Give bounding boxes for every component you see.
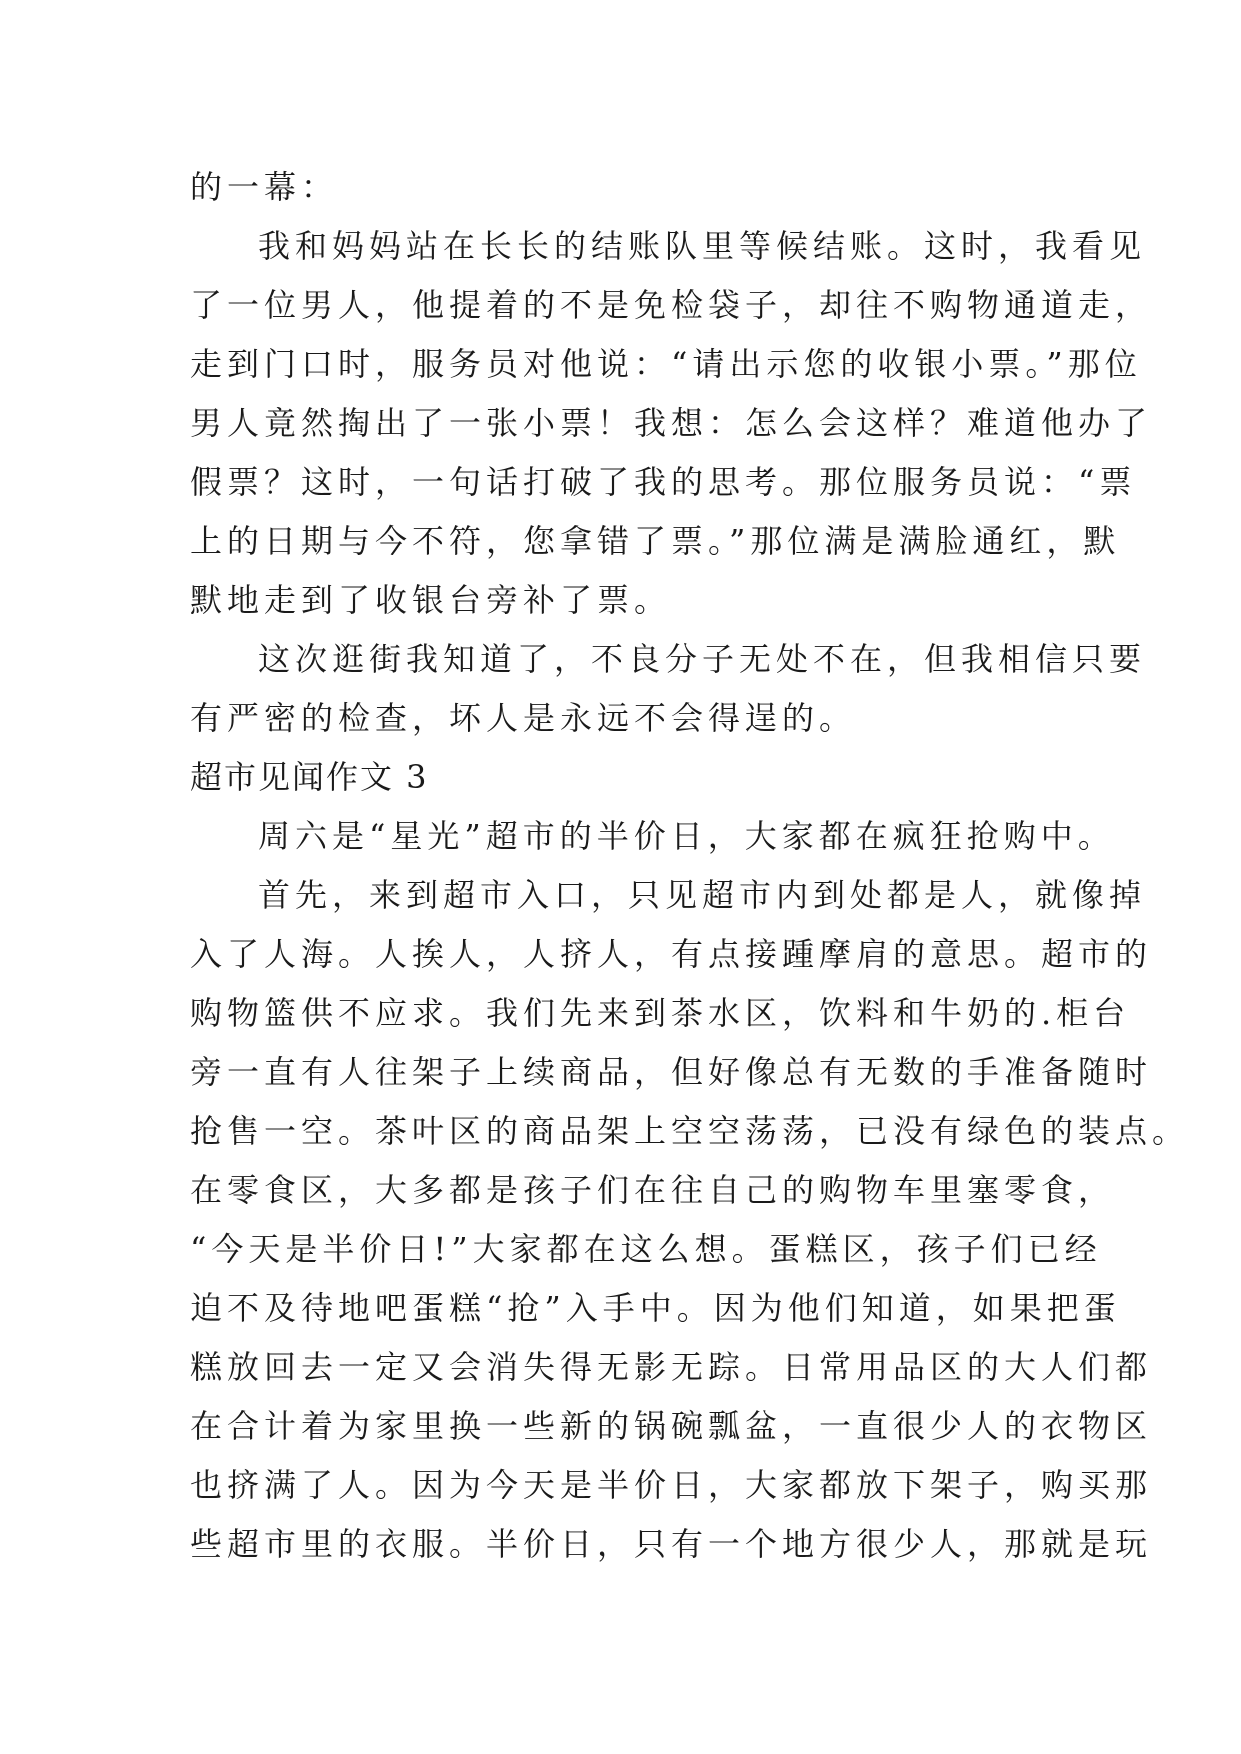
text-line: 周六是“星光”超市的半价日，大家都在疯狂抢购中。: [258, 817, 1115, 855]
text-line: 的一幕：: [190, 168, 339, 206]
section-heading: 超市见闻作文 3: [190, 758, 429, 796]
text-line: 入了人海。人挨人，人挤人，有点接踵摩肩的意思。超市的: [190, 935, 1153, 973]
text-line: 上的日期与今不符，您拿错了票。”那位满是满脸通红，默: [190, 522, 1121, 560]
text-line: 也挤满了人。因为今天是半价日，大家都放下架子，购买那: [190, 1466, 1153, 1504]
text-line: 走到门口时，服务员对他说：“请出示您的收银小票。”那位: [190, 345, 1142, 383]
text-line: 旁一直有人往架子上续商品，但好像总有无数的手准备随时: [190, 1053, 1153, 1091]
text-line: 了一位男人，他提着的不是免检袋子，却往不购物通道走，: [190, 286, 1153, 324]
text-line: 在零食区，大多都是孩子们在往自己的购物车里塞零食，: [190, 1171, 1116, 1209]
text-line: 迫不及待地吧蛋糕“抢”入手中。因为他们知道，如果把蛋: [190, 1289, 1121, 1327]
text-line: 购物篮供不应求。我们先来到茶水区，饮料和牛奶的.柜台: [190, 994, 1131, 1032]
text-line: 男人竟然掏出了一张小票！我想：怎么会这样？难道他办了: [190, 404, 1153, 442]
text-line: 这次逛街我知道了，不良分子无处不在，但我相信只要: [258, 640, 1147, 678]
text-line: 有严密的检查，坏人是永远不会得逞的。: [190, 699, 857, 737]
text-line: “今天是半价日!”大家都在这么想。蛋糕区，孩子们已经: [190, 1230, 1102, 1268]
text-line: 我和妈妈站在长长的结账队里等候结账。这时，我看见: [258, 227, 1147, 265]
text-line: 些超市里的衣服。半价日，只有一个地方很少人，那就是玩: [190, 1525, 1153, 1563]
text-line: 假票？这时，一句话打破了我的思考。那位服务员说：“票: [190, 463, 1137, 501]
document-body: [190, 158, 1190, 1574]
text-line: 首先，来到超市入口，只见超市内到处都是人，就像掉: [258, 876, 1147, 914]
text-line: 抢售一空。茶叶区的商品架上空空荡荡，已没有绿色的装点。: [190, 1112, 1190, 1150]
text-line: 默地走到了收银台旁补了票。: [190, 581, 672, 619]
text-line: 在合计着为家里换一些新的锅碗瓢盆，一直很少人的衣物区: [190, 1407, 1153, 1445]
text-line: 糕放回去一定又会消失得无影无踪。日常用品区的大人们都: [190, 1348, 1153, 1386]
